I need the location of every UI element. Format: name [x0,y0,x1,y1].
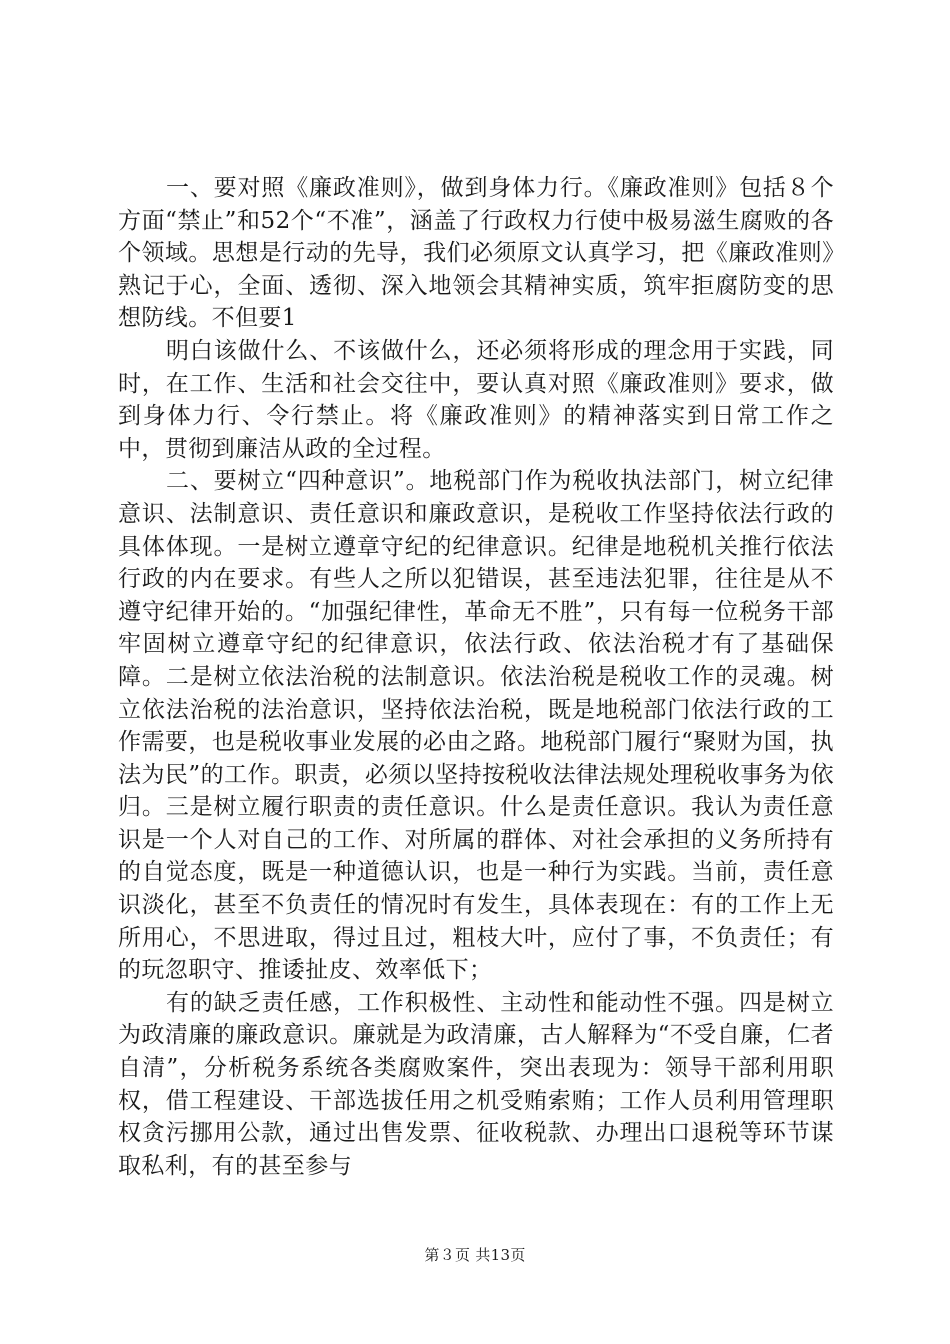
page-number-footer: 第３页 共13页 [424,1246,526,1264]
paragraph-clean-governance: 有的缺乏责任感，工作积极性、主动性和能动性不强。四是树立为政清廉的廉政意识。廉就是为政清廉，古人解释为“不受自廉，仁者自清”，分析税务系统各类腐败案件，突出表现为：领导干部利用职权，借工程建设、干部选拔任用之机受贿索贿；工作人员利用管理职权贪污挪用公款，通过出售发票、征收税款、办理出口退税等环节谋取私利，有的甚至参与 [118,989,834,1179]
document-body [118,172,834,1182]
paragraph-four-awareness: 二、要树立“四种意识”。地税部门作为税收执法部门，树立纪律意识、法制意识、责任意识和廉政意识，是税收工作坚持依法行政的具体体现。一是树立遵章守纪的纪律意识。纪律是地税机关推行依法行政的内在要求。有些人之所以犯错误，甚至违法犯罪，往往是从不遵守纪律开始的。“加强纪律性，革命无不胜”，只有每一位税务干部牢固树立遵章守纪的纪律意识，依法行政、依法治税才有了基础保障。二是树立依法治税的法制意识。依法治税是税收工作的灵魂。树立依法治税的法治意识，坚持依法治税，既是地税部门依法行政的工作需要，也是税收事业发展的必由之路。地税部门履行“聚财为国，执法为民”的工作。职责，必须以坚持按税收法律法规处理税收事务为依归。三是树立履行职责的责任意识。什么是责任意识。我认为责任意识是一个人对自己的工作、对所属的群体、对社会承担的义务所持有的自觉态度，既是一种道德认识，也是一种行为实践。当前，责任意识淡化，甚至不负责任的情况时有发生，具体表现在：有的工作上无所用心，不思进取，得过且过，粗枝大叶，应付了事，不负责任；有的玩忽职守、推诿扯皮、效率低下； [118,468,834,984]
paragraph-integrity-guidelines: 一、要对照《廉政准则》，做到身体力行。《廉政准则》包括８个方面“禁止”和52个“不准”，涵盖了行政权力行使中极易滋生腐败的各个领域。思想是行动的先导，我们必须原文认真学习，把《廉政准则》熟记于心，全面、透彻、深入地领会其精神实质，筑牢拒腐防变的思想防线。不但要1 [118,175,834,332]
paragraph-practice: 明白该做什么、不该做什么，还必须将形成的理念用于实践，同时，在工作、生活和社会交往中，要认真对照《廉政准则》要求，做到身体力行、令行禁止。将《廉政准则》的精神落实到日常工作之中，贯彻到廉洁从政的全过程。 [118,337,834,462]
